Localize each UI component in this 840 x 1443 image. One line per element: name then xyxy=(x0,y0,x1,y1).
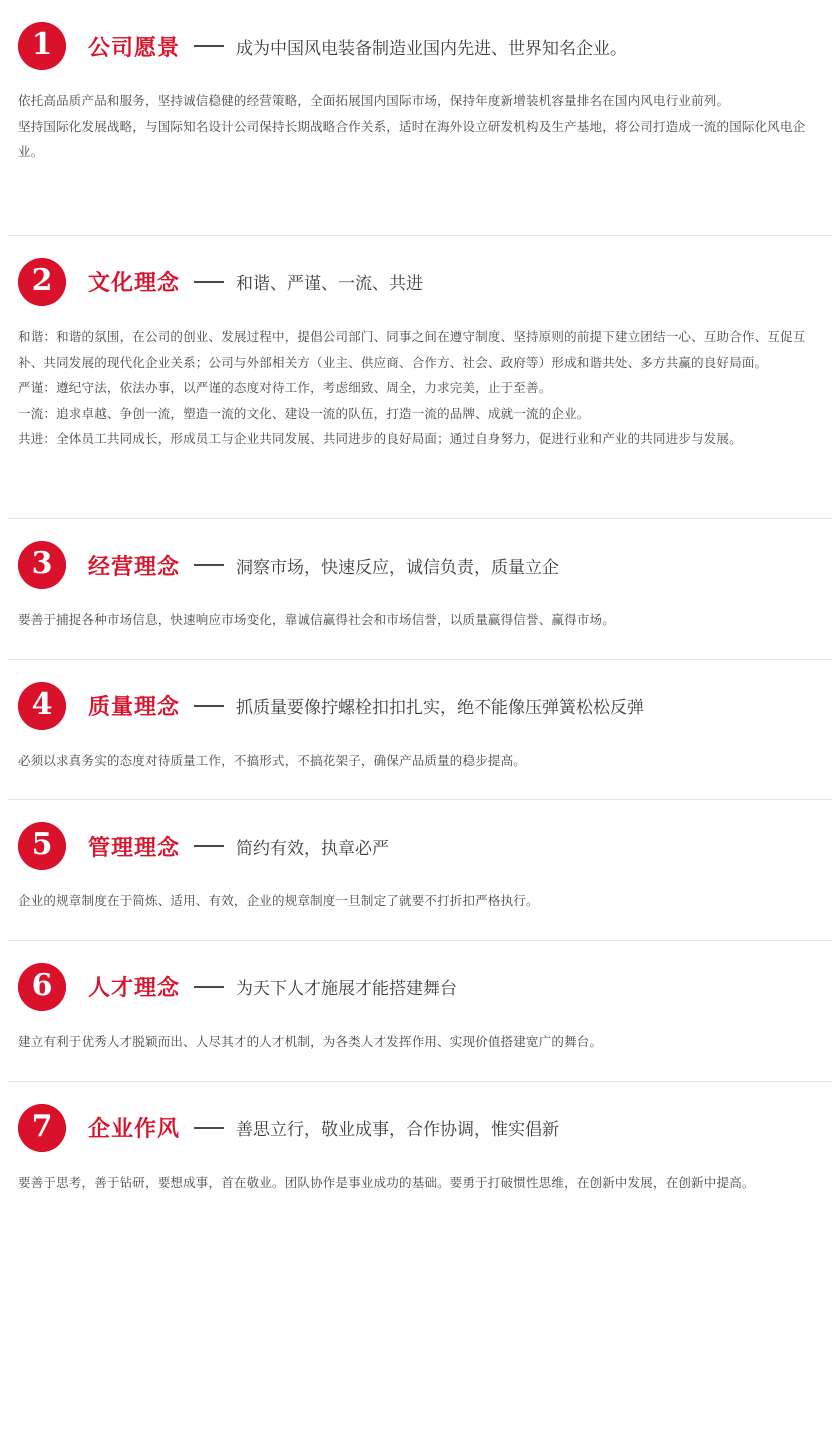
paragraph: 要善于思考，善于钻研，要想成事，首在敬业。团队协作是事业成功的基础。要勇于打破惯性思维，在创新中发展，在创新中提高。 xyxy=(18,1174,755,1190)
paragraph: 必须以求真务实的态度对待质量工作，不搞形式，不搞花架子，确保产品质量的稳步提高。 xyxy=(18,752,527,768)
paragraph: 建立有利于优秀人才脱颖而出、人尽其才的人才机制，为各类人才发挥作用、实现价值搭建宽广的舞台。 xyxy=(18,1033,603,1049)
section-title: 文化理念 xyxy=(88,271,181,297)
section-number-badge xyxy=(18,963,66,1011)
section-subtitle: 和谐、严谨、一流、共进 xyxy=(236,274,424,295)
paragraph: 企业的规章制度在于简炼、适用、有效，企业的规章制度一旦制定了就要不打折扣严格执行。 xyxy=(18,893,539,909)
section-body xyxy=(10,876,830,940)
section-number: 5 xyxy=(31,827,53,863)
paragraph: 和谐：和谐的氛围，在公司的创业、发展过程中，提倡公司部门、同事之间在遵守制度、坚持原则的前提下建立团结一心、互助合作、互促互补、共同发展的现代化企业关系；公司与外部相关方（业主、供应商、合作方、社会、政府等）形成和谐共处、多方共赢的良好局面。 xyxy=(18,328,806,370)
section-header xyxy=(10,236,830,312)
title-dash-icon xyxy=(194,281,224,283)
section-number: 4 xyxy=(31,686,53,722)
section-body xyxy=(10,312,830,478)
section-quality-concept xyxy=(0,660,840,800)
section-number-badge xyxy=(18,1104,66,1152)
section-subtitle: 抓质量要像拧螺栓扣扣扎实，绝不能像压弹簧松松反弹 xyxy=(236,698,645,719)
section-talent-concept xyxy=(0,941,840,1081)
title-dash-icon xyxy=(194,986,224,988)
paragraph: 要善于捕捉各种市场信息，快速响应市场变化，靠诚信赢得社会和市场信誉，以质量赢得信誉、赢得市场。 xyxy=(18,612,615,627)
paragraph: 坚持国际化发展战略，与国际知名设计公司保持长期战略合作关系，适时在海外设立研发机构及生产基地，将公司打造成一流的国际化风电企业。 xyxy=(18,118,806,160)
section-title: 人才理念 xyxy=(88,976,181,1002)
section-header xyxy=(10,519,830,595)
section-body xyxy=(10,76,830,191)
section-header xyxy=(10,941,830,1017)
section-number-badge xyxy=(18,258,66,306)
section-subtitle: 成为中国风电装备制造业国内先进、世界知名企业。 xyxy=(236,38,628,59)
section-management-concept xyxy=(0,800,840,940)
section-number: 3 xyxy=(31,546,53,581)
section-number: 1 xyxy=(31,27,53,62)
title-dash-icon xyxy=(194,564,224,566)
section-title: 管理理念 xyxy=(88,835,181,861)
section-subtitle: 为天下人才施展才能搭建舞台 xyxy=(236,979,458,1000)
section-body xyxy=(10,1017,830,1081)
section-number: 6 xyxy=(31,967,53,1003)
spacer xyxy=(0,191,840,235)
section-subtitle: 善思立行，敬业成事，合作协调，惟实倡新 xyxy=(236,1120,560,1140)
paragraph: 严谨：遵纪守法，依法办事，以严谨的态度对待工作，考虑细致、周全，力求完美，止于至善。 xyxy=(18,380,552,396)
section-subtitle: 洞察市场，快速反应，诚信负责，质量立企 xyxy=(236,557,560,578)
section-number: 2 xyxy=(31,262,53,298)
section-header xyxy=(10,800,830,876)
section-body xyxy=(10,736,830,800)
section-title: 质量理念 xyxy=(88,695,181,721)
title-dash-icon xyxy=(194,845,224,847)
title-dash-icon xyxy=(194,45,224,47)
section-culture-concept xyxy=(0,236,840,478)
section-title: 企业作风 xyxy=(88,1117,181,1142)
section-number-badge xyxy=(18,822,66,870)
section-title: 经营理念 xyxy=(88,554,181,580)
section-enterprise-style xyxy=(0,1082,840,1222)
section-header xyxy=(10,660,830,736)
paragraph: 一流：追求卓越、争创一流，塑造一流的文化、建设一流的队伍，打造一流的品牌、成就一流的企业。 xyxy=(18,405,590,421)
section-title: 公司愿景 xyxy=(88,35,181,61)
section-number-badge xyxy=(18,682,66,730)
spacer xyxy=(0,478,840,518)
section-business-concept xyxy=(0,519,840,659)
paragraph: 共进：全体员工共同成长，形成员工与企业共同发展、共同进步的良好局面；通过自身努力，促进行业和产业的共同进步与发展。 xyxy=(18,431,742,447)
section-header xyxy=(10,1082,830,1158)
section-subtitle: 简约有效，执章必严 xyxy=(236,838,390,859)
section-header xyxy=(10,0,830,76)
section-body xyxy=(10,1158,830,1222)
section-body xyxy=(10,595,830,659)
section-number-badge xyxy=(18,541,66,589)
section-number: 7 xyxy=(31,1108,53,1144)
title-dash-icon xyxy=(194,705,224,707)
paragraph: 依托高品质产品和服务，坚持诚信稳健的经营策略，全面拓展国内国际市场，保持年度新增装机容量排名在国内风电行业前列。 xyxy=(18,93,730,108)
title-dash-icon xyxy=(194,1127,224,1129)
section-company-vision xyxy=(0,0,840,191)
section-number-badge xyxy=(18,22,66,70)
